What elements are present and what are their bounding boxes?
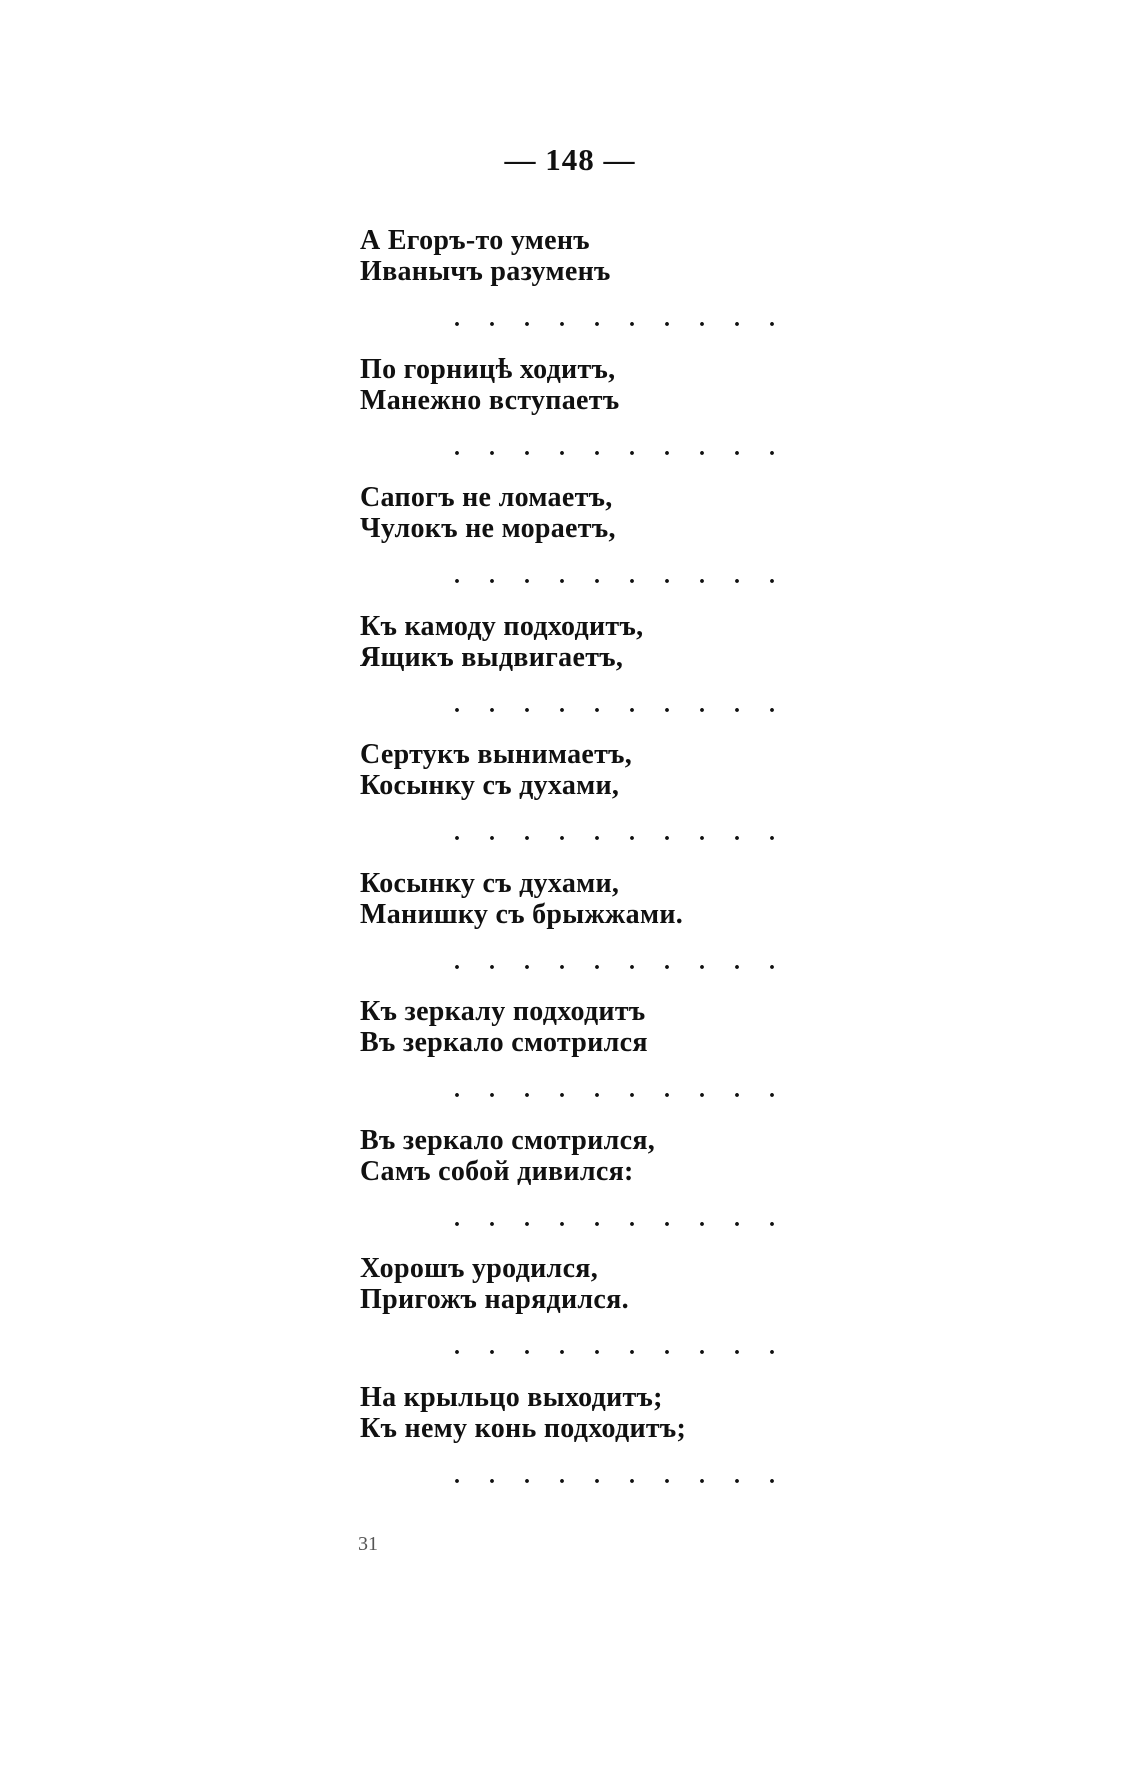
- stanza-9: [360, 1253, 920, 1382]
- verse-line: Иванычъ разуменъ: [360, 256, 611, 287]
- verse-line: Пригожъ нарядился.: [360, 1284, 629, 1315]
- verse-line: Косынку съ духами,: [360, 867, 620, 899]
- verse-line: Сапогъ не ломаетъ,: [360, 482, 613, 513]
- stanza-5: [360, 739, 920, 868]
- ellipsis-row: . . . . . . . . . .: [454, 563, 787, 589]
- verse-line: Хорошъ уродился,: [360, 1253, 599, 1284]
- ellipsis-row: . . . . . . . . . .: [454, 948, 787, 975]
- verse-line: Сертукъ вынимаетъ,: [360, 739, 633, 770]
- stanza-2: [360, 354, 920, 483]
- ellipsis-row: . . . . . . . . . .: [454, 1077, 787, 1103]
- ellipsis-row: . . . . . . . . . .: [454, 1334, 787, 1360]
- verse-line: Самъ собой дивился:: [360, 1155, 634, 1187]
- verse-line: Въ зеркало смотрился,: [360, 1124, 656, 1156]
- stanza-10: [360, 1382, 920, 1511]
- ellipsis-row: . . . . . . . . . .: [454, 1462, 787, 1489]
- ellipsis-row: . . . . . . . . . .: [454, 691, 787, 718]
- verse-line: Косынку съ духами,: [360, 770, 620, 801]
- verse-line: А Егоръ-то уменъ: [360, 225, 590, 256]
- ellipsis-row: . . . . . . . . . .: [454, 306, 787, 332]
- stanza-3: [360, 482, 920, 611]
- verse-line: Чулокъ не мораетъ,: [360, 513, 616, 544]
- footer-mark: 31: [358, 1533, 378, 1555]
- stanza-1: [360, 225, 920, 354]
- ellipsis-row: . . . . . . . . . .: [454, 820, 787, 846]
- verse-line: На крыльцо выходитъ;: [360, 1381, 663, 1413]
- verse-line: Къ зеркалу подходитъ: [360, 996, 646, 1027]
- ellipsis-row: . . . . . . . . . .: [454, 434, 787, 461]
- verse-line: Къ нему конь подходитъ;: [360, 1412, 687, 1444]
- stanza-4: [360, 611, 920, 740]
- verse-line: По горницѣ ходитъ,: [360, 353, 616, 385]
- ellipsis-row: . . . . . . . . . .: [454, 1205, 787, 1232]
- stanza-8: [360, 1125, 920, 1254]
- poem-body: [360, 225, 920, 1510]
- verse-line: Въ зеркало смотрился: [360, 1027, 648, 1058]
- verse-line: Къ камоду подходитъ,: [360, 610, 644, 642]
- verse-line: Манишку съ брыжжами.: [360, 898, 684, 930]
- stanza-6: [360, 868, 920, 997]
- stanza-7: [360, 996, 920, 1125]
- verse-line: Ящикъ выдвигаетъ,: [360, 641, 624, 673]
- verse-line: Манежно вступаетъ: [360, 384, 620, 416]
- page-number: — 148 —: [504, 142, 636, 177]
